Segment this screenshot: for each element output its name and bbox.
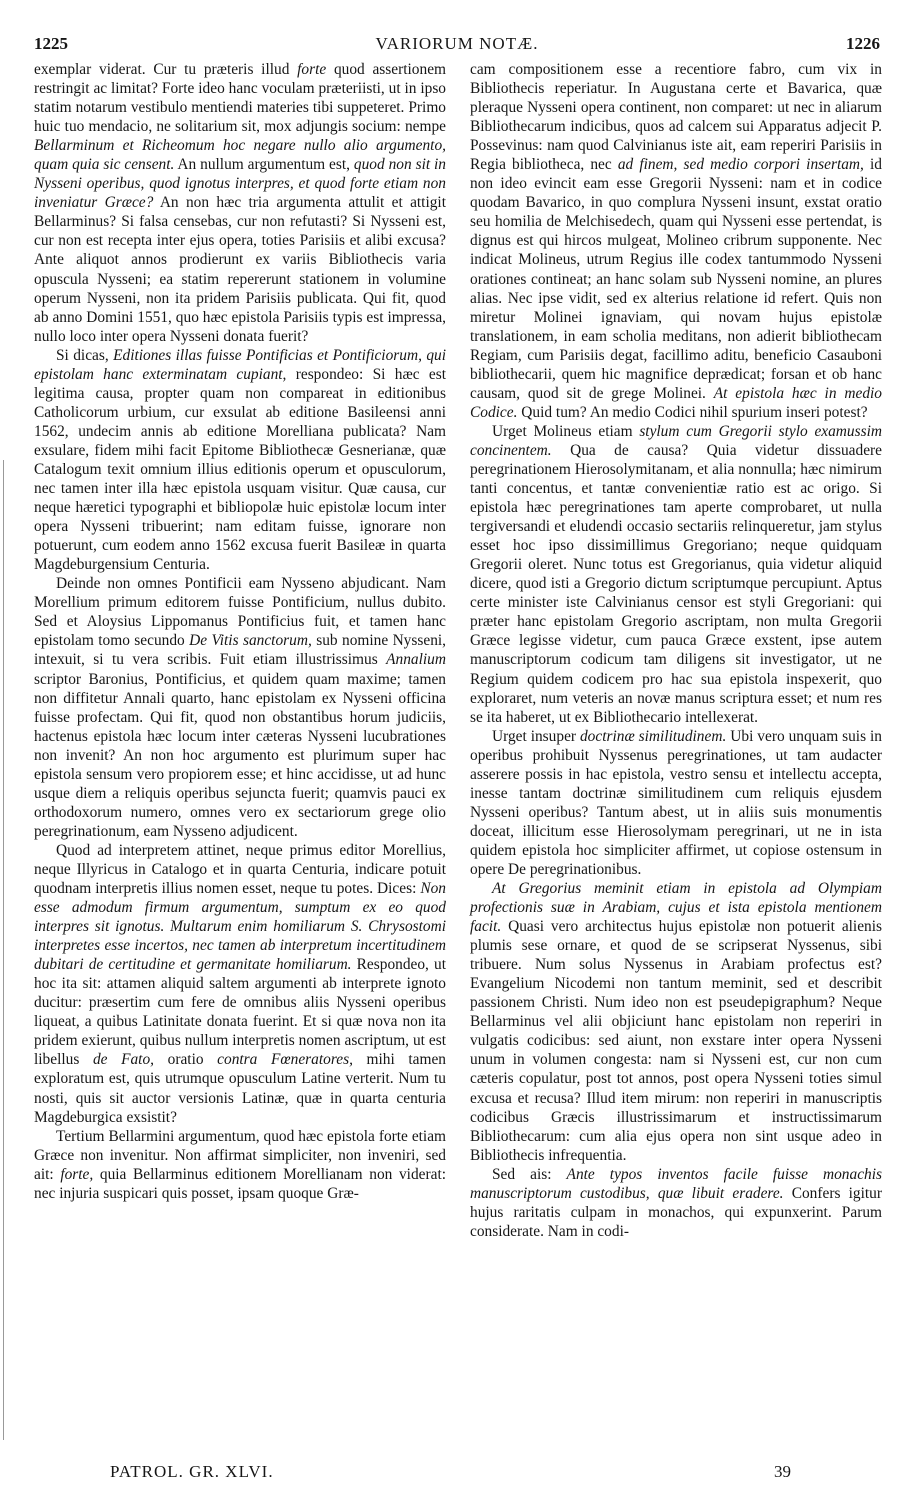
right-column: [470, 60, 882, 1241]
left-column: [34, 60, 446, 1203]
series-signature: PATROL. GR. XLVI.: [110, 1462, 274, 1481]
paragraph: Tertium Bellarmini argumentum, quod hæc epistola forte etiam Græce non invenitur. Non affirmat simpliciter, non inveniri, sed ait: forte, quia Bellarminus editionem Morellianam non viderat: nec injuria suspicari quis posset, ipsam quoque Græ-: [34, 1127, 446, 1202]
paragraph: Quod ad interpretem attinet, neque primus editor Morellius, neque Illyricus in Catalogo et in quarta Centuria, indicare potuit quodnam interpretis illius nomen esset, neque tu potes. Dices: Non esse admodum firmum argumentum, sumptum ex eo quod interpres sit ignotus. Multarum enim homiliarum S. Chrysostomi interpretes esse incertos, nec tamen ab interpretum incertitudinem dubitari de certitudine et germanitate homiliarum. Respondeo, ut hoc ita sit: attamen aliquid saltem argumenti ab interprete ignoto ducitur: præsertim cum fere de omnibus aliis Nysseni operibus liqueat, a quibus Latinitate donata fuerint. Et si quæ nova non ita pridem exierunt, quibus nullum interpretis nomen ascriptum, ut est libellus de Fato, oratio contra Fœneratores, mihi tamen exploratum est, quis utrumque opusculum Latine verterit. Num tu nosti, quis sit auctor versionis Latinæ, quæ in quarta centuria Magdeburgica exsistit?: [34, 841, 446, 1126]
paragraph: At Gregorius meminit etiam in epistola ad Olympiam profectionis suæ in Arabiam, cujus et ista epistola mentionem facit. Quasi vero architectus hujus epistolæ non potuerit alienis plumis sese ornare, et quod de se scripserat Nyssenus, sibi tribuere. Num solus Nyssenus in Arabiam profectus est? Evangelium Nicodemi non tantum meminit, sed et describit passionem Christi. Num ideo non est pseudepigraphum? Neque Bellarminus vel alii objiciunt hanc epistolam non reperiri in vulgatis codicibus: sed aiunt, non exstare inter opera Nysseni unum in volumen congesta: nam si Nysseni est, cur non cum cæteris copulatur, post tot annos, post opera Nysseni toties simul excusa et recusa? Illud item mirum: non reperiri in manuscriptis codicibus Græcis illustrissimarum et instructissimarum Bibliothecarum: cum alia ejus opera non sint usque adeo in Bibliothecis infrequentia.: [470, 880, 882, 1164]
running-title: VARIORUM NOTÆ.: [375, 34, 539, 53]
paragraph: Deinde non omnes Pontificii eam Nysseno abjudicant. Nam Morellium primum editorem fuisse Pontificium, nullus dubito. Sed et Aloysius Lippomanus Pontificius fuit, et tamen hanc epistolam tomo secundo De Vitis sanctorum, sub nomine Nysseni, intexuit, si tu vera scribis. Fuit etiam illustrissimus Annalium scriptor Baronius, Pontificius, et quidem quam maxime; tamen non diffitetur Annali quarto, hanc epistolam ex Nysseni officina fuisse profectam. Qui fit, quod non obstantibus horum judiciis, hactenus epistola hæc locum inter cæteras Nysseni lucubrationes non invenit? An non hoc argumento est plurimum super hac epistola sensum vero propiorem esse; et hinc accidisse, ut ad hunc usque diem a reliquis operibus sejuncta fuerit; quamvis pauci ex orthodoxorum numero, omnes vero ex sectariorum grege olio peregrinationum, eam Nysseno adjudicent.: [34, 575, 447, 840]
page-number-right: 1226: [846, 34, 880, 53]
running-header: [34, 34, 880, 58]
page-footer: [110, 1462, 870, 1484]
sheet-signature: 39: [774, 1462, 791, 1481]
paragraph: Urget insuper doctrinæ similitudinem. Ubi vero unquam suis in operibus prohibuit Nyssenus peregrinationes, ut tam audacter asserere possis in hac epistola, vestro sensu et intellectu accepta, inesse tantam doctrinæ similitudinem cum reliquis ejusdem Nysseni operibus? Tantum abest, ut in aliis suis monumentis doceat, illicitum esse Hierosolymam peregrinari, ut ne in ista quidem epistola hoc simpliciter affirmet, ut copiose ostensum in opere De peregrinationibus.: [470, 727, 882, 878]
paragraph: exemplar viderat. Cur tu præteris illud forte quod assertionem restringit ac limitat? Forte ideo hanc voculam præteriisti, ut in ipso statim notarum vestibulo mentiendi materies tibi suppeteret. Primo huic tuo mendacio, ne solitarium sit, mox adjungis socium: nempe Bellarminum et Richeomum hoc negare nullo alio argumento, quam quia sic censent. An nullum argumentum est, quod non sit in Nysseni operibus, quod ignotus interpres, et quod forte etiam non inveniatur Græce? An non hæc tria argumenta attulit et attigit Bellarminus? Si falsa censebas, cur non refutasti? Si Nysseni est, cur non est recepta inter ejus opera, toties Parisiis et alibi excusa? Ante aliquot annos prodierunt ex variis Bibliothecis varia opuscula Nysseni; ea statim repererunt stationem in volumine operum Nysseni, non ita pridem Parisiis publicata. Qui fit, quod ab anno Domini 1551, quo hæc epistola Parisiis typis est impressa, nullo loco inter opera Nysseni donata fuerit?: [34, 61, 446, 345]
page-number-left: 1225: [34, 34, 68, 53]
margin-rule: [3, 460, 4, 1440]
paragraph: cam compositionem esse a recentiore fabro, cum vix in Bibliothecis reperiatur. In Augustana certe et Bavarica, quæ pleraque Nysseni opera continent, non comparet: ut nec in aliarum Bibliothecarum indicibus, quos ad calcem sui Apparatus adjecit P. Possevinus: nam quod Calvinianus iste ait, eam reperiri Parisiis in Regia bibliotheca, nec ad finem, sed medio corpori insertam, id non ideo evincit eam esse Gregorii Nysseni: nam et in codice quodam Bavarico, in quo complura Nysseni insunt, exstat oratio seu homilia de Melchisedech, quam qui Nysseni esse pertendat, is dignus est qui hircos mulgeat, Molineo cribrum supponente. Nec indicat Molineus, utrum Regius ille codex tantummodo Nysseni orationes contineat; an hanc solam sub Nysseni nomine, an plures alias. Nec ipse vidit, sed ex alterius relatione id refert. Quis non miretur Molinei ignaviam, qui novam hujus epistolæ translationem, in eam scholia meditans, non adierit bibliothecam Regiam, cum Parisiis degat, facillimo aditu, beneficio Casauboni bibliothecarii, quem hic magnifice deprædicat; forsan et ob hanc causam, quod sit de grege Molinei. At epistola hæc in medio Codice. Quid tum? An medio Codici nihil spurium inseri potest?: [470, 61, 882, 421]
paragraph: Si dicas, Editiones illas fuisse Pontificias et Pontificiorum, qui epistolam hanc exterminatam cupiant, respondeo: Si hæc est legitima causa, propter quam non compareat in editionibus Catholicorum urbium, cur exsulat ab editione Basileensi anni 1562, undecim annis ab editione Morelliana publicata? Nam exsulare, fidem mihi facit Epitome Bibliothecæ Gesnerianæ, quæ Catalogum texit omnium illius editionis operum et opusculorum, nec tamen inter illa hæc epistola usquam visitur. Quæ causa, cur neque hæretici typographi et bibliopolæ huic epistolæ locum inter opera Nysseni tribuerint; nam editam fuisse, ignorare non potuerunt, cum eodem anno 1562 excusa fuerit Basileæ in quarta Magdeburgensium Centuria.: [34, 346, 446, 574]
paragraph: Sed ais: Ante typos inventos facile fuisse monachis manuscriptorum custodibus, quæ libuit eradere. Confers igitur hujus raritatis culpam in monachos, qui expunxerint. Parum considerate. Nam in codi-: [470, 1165, 882, 1240]
paragraph: Urget Molineus etiam stylum cum Gregorii stylo examussim concinentem. Qua de causa? Quia videtur dissuadere peregrinationem Hierosolymitanam, et alia nonnulla; hæc nimirum tanti concentus, et tantæ convenientiæ ratio est ac origo. Si epistola hæc peregrinationes tam aperte comprobaret, ut nulla tergiversandi et eludendi occasio sectariis relinqueretur, jam stylus esset hoc ipso dissimillimus Gregoriano; neque quidquam Gregorii oleret. Nunc totus est Gregorianus, quia videtur aliquid dicere, quod isti a Gregorio dictum scriptumque percupiunt. Aptus certe minister iste Calvinianus censor est styli Gregoriani: qui præter hanc epistolam Gregorio ascriptam, non multa Gregorii Græce legisse videtur, cum pauca Græce exstent, ipse autem manuscriptorum codicum tam diligens sit investigator, ut ne Regium quidem codicem pro hac sua epistola inspexerit, quo exploraret, num veteris an novæ manus scriptura esset; et num res se ita haberet, ut ex Bibliothecario intellexerat.: [470, 422, 882, 726]
